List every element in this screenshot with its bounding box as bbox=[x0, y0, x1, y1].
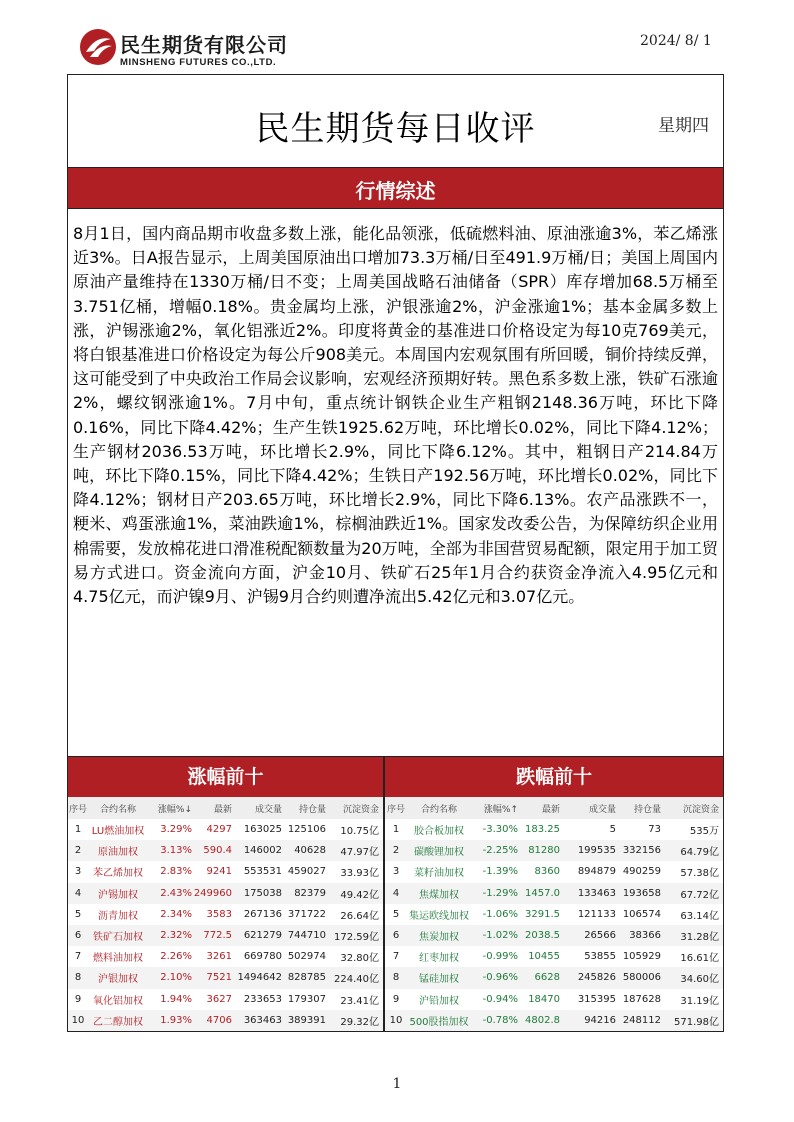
row-open-interest: 389391 bbox=[287, 1014, 326, 1026]
row-flow: 57.38亿 bbox=[680, 868, 719, 880]
row-pct: -0.99% bbox=[482, 951, 518, 963]
row-no: 3 bbox=[74, 866, 82, 878]
row-no: 6 bbox=[74, 930, 82, 942]
row-flow: 32.80亿 bbox=[340, 953, 379, 965]
row-flow: 64.79亿 bbox=[680, 847, 719, 859]
report-frame bbox=[67, 74, 724, 757]
row-name: 碳酸锂加权 bbox=[414, 847, 464, 859]
row-volume: 669780 bbox=[243, 951, 282, 963]
row-flow: 571.98亿 bbox=[674, 1016, 719, 1028]
row-open-interest: 371722 bbox=[287, 908, 326, 920]
row-pct: -1.39% bbox=[482, 866, 518, 878]
row-last: 3627 bbox=[206, 993, 232, 1005]
row-volume: 199535 bbox=[577, 845, 616, 857]
row-no: 6 bbox=[392, 930, 400, 942]
col-name: 合约名称 bbox=[420, 804, 457, 815]
company-logo bbox=[78, 27, 328, 75]
row-name: 集运欧线加权 bbox=[409, 910, 469, 922]
row-pct: -1.02% bbox=[482, 930, 518, 942]
market-summary: 8月1日，国内商品期市收盘多数上涨，能化品领涨，低硫燃料油、原油涨逾3%，苯乙烯涨近3%。日A报告显示，上周美国原油出口增加73.3万桶/日至491.9万桶/日；美国上周国内原油产量维持在1330万桶/日不变；上周美国战略石油储备（SPR）库存增加68.5万桶至3.751亿桶，增幅0.18%。贵金属均上涨，沪银涨逾2%，沪金涨逾1%；基本金属多数上涨，沪锡涨逾2%，氧化铝涨近2%。印度将黄金的基准进口价格设定为每10克769美元，将白银基准进口价格设定为每公斤908美元。本周国内宏观氛围有所回暖，铜价持续反弹，这可能受到了中央政治工作局会议影响，宏观经济预期好转。黑色系多数上涨，铁矿石涨逾2%，螺纹钢涨逾1%。7月中旬，重点统计钢铁企业生产粗钢2148.36万吨，环比下降0.16%，同比下降4.42%；生产生铁1925.62万吨，环比增长0.02%，同比下降4.12%；生产钢材2036.53万吨，环比增长2.9%，同比下降6.12%。其中，粗钢日产214.84万吨，环比下降0.15%，同比下降4.42%；生铁日产192.56万吨，环比增长0.02%，同比下降4.12%；钢材日产203.65万吨，环比增长2.9%，同比下降6.13%。农产品涨跌不一，粳米、鸡蛋涨逾1%，菜油跌逾1%，棕榈油跌近1%。国家发改委公告，为保障纺织企业用棉需要，发放棉花进口滑准税配额数量为20万吨，全部为非国营贸易配额，限定用于加工贸易方式进口。资金流向方面，沪金10月、铁矿石25年1月合约获资金净流入4.95亿元和4.75亿元，而沪镍9月、沪锡9月合约则遭净流出5.42亿元和3.07亿元。 bbox=[73, 224, 718, 607]
row-name: 沪银加权 bbox=[98, 974, 138, 986]
row-open-interest: 82379 bbox=[294, 887, 326, 899]
row-open-interest: 490259 bbox=[622, 866, 661, 878]
row-last: 249960 bbox=[193, 887, 232, 899]
row-pct: -2.25% bbox=[482, 845, 518, 857]
row-volume: 553531 bbox=[243, 866, 282, 878]
row-pct: 2.83% bbox=[160, 866, 192, 878]
row-open-interest: 332156 bbox=[622, 845, 661, 857]
table-row bbox=[68, 946, 383, 967]
row-volume: 5 bbox=[609, 824, 616, 836]
row-no: 8 bbox=[392, 972, 400, 984]
table-row bbox=[68, 904, 383, 925]
row-name: 红枣加权 bbox=[419, 953, 459, 965]
row-last: 590.4 bbox=[203, 845, 232, 857]
ranking-tables bbox=[67, 756, 724, 1032]
row-last: 3583 bbox=[206, 908, 232, 920]
row-flow: 29.32亿 bbox=[340, 1016, 379, 1028]
table-row bbox=[385, 1010, 723, 1031]
row-pct: -0.96% bbox=[482, 972, 518, 984]
section-header bbox=[68, 168, 723, 209]
row-flow: 224.40亿 bbox=[334, 974, 379, 986]
table-row bbox=[385, 967, 723, 988]
row-no: 1 bbox=[392, 824, 400, 836]
row-pct: 2.10% bbox=[160, 972, 192, 984]
row-open-interest: 73 bbox=[648, 824, 661, 836]
col-open-interest: 持仓量 bbox=[298, 804, 326, 815]
col-last: 最新 bbox=[213, 804, 232, 815]
row-name: 燃料油加权 bbox=[93, 953, 143, 965]
row-open-interest: 40628 bbox=[294, 845, 326, 857]
row-flow: 16.61亿 bbox=[680, 953, 719, 965]
table-row bbox=[68, 883, 383, 904]
row-last: 4297 bbox=[206, 824, 232, 836]
row-open-interest: 105929 bbox=[622, 951, 661, 963]
gainers-title: 涨幅前十 bbox=[68, 757, 383, 797]
row-volume: 53855 bbox=[584, 951, 616, 963]
row-pct: 2.26% bbox=[160, 951, 192, 963]
row-name: 铁矿石加权 bbox=[93, 932, 143, 944]
row-volume: 621279 bbox=[243, 930, 282, 942]
row-no: 9 bbox=[392, 993, 400, 1005]
row-open-interest: 179307 bbox=[287, 993, 326, 1005]
row-pct: -0.78% bbox=[482, 1014, 518, 1026]
losers-title: 跌幅前十 bbox=[385, 757, 723, 797]
row-no: 4 bbox=[74, 887, 82, 899]
row-volume: 267136 bbox=[243, 908, 282, 920]
report-date: 2024/ 8/ 1 bbox=[640, 33, 712, 49]
row-open-interest: 248112 bbox=[622, 1014, 661, 1026]
row-no: 10 bbox=[389, 1014, 403, 1026]
row-pct: 3.13% bbox=[160, 845, 192, 857]
table-row bbox=[68, 1010, 383, 1031]
row-pct: -1.06% bbox=[482, 908, 518, 920]
table-row bbox=[385, 904, 723, 925]
col-flow: 沉淀资金 bbox=[342, 804, 379, 815]
losers-body bbox=[385, 819, 723, 1031]
col-last: 最新 bbox=[541, 804, 560, 815]
company-name-en: MINSHENG FUTURES CO.,LTD. bbox=[120, 57, 277, 68]
row-open-interest: 106574 bbox=[622, 908, 661, 920]
row-no: 4 bbox=[392, 887, 400, 899]
losers-column-header bbox=[385, 797, 723, 819]
weekday: 星期四 bbox=[658, 116, 709, 136]
table-row bbox=[68, 861, 383, 882]
table-row bbox=[385, 840, 723, 861]
row-no: 3 bbox=[392, 866, 400, 878]
row-open-interest: 38366 bbox=[629, 930, 661, 942]
table-row bbox=[68, 989, 383, 1010]
row-open-interest: 125106 bbox=[287, 824, 326, 836]
row-name: 苯乙烯加权 bbox=[93, 868, 143, 880]
row-last: 3291.5 bbox=[525, 908, 560, 920]
row-last: 4706 bbox=[206, 1014, 232, 1026]
row-flow: 49.42亿 bbox=[340, 889, 379, 901]
row-pct: 1.93% bbox=[160, 1014, 192, 1026]
row-no: 7 bbox=[392, 951, 400, 963]
row-flow: 23.41亿 bbox=[340, 995, 379, 1007]
row-name: 原油加权 bbox=[98, 847, 138, 859]
col-volume: 成交量 bbox=[588, 804, 616, 815]
row-flow: 31.28亿 bbox=[680, 932, 719, 944]
row-last: 183.25 bbox=[525, 824, 560, 836]
table-row bbox=[68, 840, 383, 861]
row-open-interest: 580006 bbox=[622, 972, 661, 984]
row-volume: 1494642 bbox=[237, 972, 282, 984]
table-row bbox=[385, 946, 723, 967]
row-name: 胶合板加权 bbox=[414, 826, 464, 838]
row-open-interest: 459027 bbox=[287, 866, 326, 878]
row-no: 8 bbox=[74, 972, 82, 984]
row-name: 沪锡加权 bbox=[98, 889, 138, 901]
row-last: 1457.0 bbox=[525, 887, 560, 899]
table-row bbox=[385, 819, 723, 840]
title-row bbox=[68, 75, 723, 168]
row-volume: 245826 bbox=[577, 972, 616, 984]
row-volume: 315395 bbox=[577, 993, 616, 1005]
gainers-body bbox=[68, 819, 383, 1031]
row-pct: 2.43% bbox=[160, 887, 192, 899]
row-last: 3261 bbox=[206, 951, 232, 963]
row-open-interest: 502974 bbox=[287, 951, 326, 963]
row-volume: 233653 bbox=[243, 993, 282, 1005]
row-name: 氧化铝加权 bbox=[93, 995, 143, 1007]
row-name: 锰硅加权 bbox=[419, 974, 459, 986]
table-row bbox=[385, 989, 723, 1010]
col-name: 合约名称 bbox=[99, 804, 136, 815]
gainers-column-header bbox=[68, 797, 383, 819]
row-pct: 2.34% bbox=[160, 908, 192, 920]
row-pct: 1.94% bbox=[160, 993, 192, 1005]
row-open-interest: 193658 bbox=[622, 887, 661, 899]
row-volume: 175038 bbox=[243, 887, 282, 899]
col-flow: 沉淀资金 bbox=[682, 804, 719, 815]
row-volume: 163025 bbox=[243, 824, 282, 836]
row-pct: 3.29% bbox=[160, 824, 192, 836]
row-no: 9 bbox=[74, 993, 82, 1005]
table-row bbox=[68, 967, 383, 988]
row-pct: 2.32% bbox=[160, 930, 192, 942]
row-name: 沪铅加权 bbox=[419, 995, 459, 1007]
table-row bbox=[385, 883, 723, 904]
row-no: 5 bbox=[392, 908, 400, 920]
row-name: 500股指加权 bbox=[409, 1016, 469, 1028]
row-no: 5 bbox=[74, 908, 82, 920]
row-flow: 10.75亿 bbox=[340, 826, 379, 838]
gainers-table bbox=[68, 757, 383, 1031]
row-flow: 33.93亿 bbox=[340, 868, 379, 880]
row-open-interest: 744710 bbox=[287, 930, 326, 942]
company-name-cn: 民生期货有限公司 bbox=[120, 33, 288, 57]
row-flow: 67.72亿 bbox=[680, 889, 719, 901]
row-open-interest: 187628 bbox=[622, 993, 661, 1005]
minsheng-logo-icon bbox=[78, 27, 118, 67]
row-volume: 363463 bbox=[243, 1014, 282, 1026]
col-pct[interactable]: 涨幅%↑ bbox=[483, 804, 518, 815]
row-last: 772.5 bbox=[203, 930, 232, 942]
row-volume: 133463 bbox=[577, 887, 616, 899]
row-last: 2038.5 bbox=[525, 930, 560, 942]
losers-table bbox=[385, 757, 723, 1031]
col-pct[interactable]: 涨幅%↓ bbox=[157, 804, 192, 815]
row-flow: 63.14亿 bbox=[680, 910, 719, 922]
row-name: 焦炭加权 bbox=[419, 932, 459, 944]
row-name: 焦煤加权 bbox=[419, 889, 459, 901]
row-flow: 47.97亿 bbox=[340, 847, 379, 859]
table-row bbox=[68, 819, 383, 840]
row-flow: 535万 bbox=[689, 826, 719, 838]
row-last: 8360 bbox=[534, 866, 560, 878]
row-last: 4802.8 bbox=[525, 1014, 560, 1026]
row-no: 2 bbox=[392, 845, 400, 857]
row-volume: 894879 bbox=[577, 866, 616, 878]
row-last: 9241 bbox=[206, 866, 232, 878]
row-volume: 121133 bbox=[577, 908, 616, 920]
col-no: 序号 bbox=[386, 804, 405, 815]
row-no: 1 bbox=[74, 824, 82, 836]
row-volume: 146002 bbox=[243, 845, 282, 857]
section-title: 行情综述 bbox=[355, 179, 436, 203]
col-volume: 成交量 bbox=[254, 804, 282, 815]
col-open-interest: 持仓量 bbox=[633, 804, 661, 815]
row-pct: -0.94% bbox=[482, 993, 518, 1005]
row-no: 10 bbox=[71, 1014, 85, 1026]
row-open-interest: 828785 bbox=[287, 972, 326, 984]
row-no: 7 bbox=[74, 951, 82, 963]
row-name: LU燃油加权 bbox=[91, 826, 145, 838]
row-last: 7521 bbox=[206, 972, 232, 984]
row-flow: 34.60亿 bbox=[680, 974, 719, 986]
table-row bbox=[385, 925, 723, 946]
row-no: 2 bbox=[74, 845, 82, 857]
page-title: 民生期货每日收评 bbox=[255, 109, 536, 149]
row-last: 18470 bbox=[528, 993, 560, 1005]
row-pct: -1.29% bbox=[482, 887, 518, 899]
row-name: 菜籽油加权 bbox=[414, 868, 464, 880]
table-row bbox=[68, 925, 383, 946]
row-volume: 94216 bbox=[584, 1014, 616, 1026]
row-flow: 172.59亿 bbox=[334, 932, 379, 944]
row-name: 乙二醇加权 bbox=[93, 1016, 143, 1028]
row-pct: -3.30% bbox=[482, 824, 518, 836]
row-flow: 31.19亿 bbox=[680, 995, 719, 1007]
table-row bbox=[385, 861, 723, 882]
row-flow: 26.64亿 bbox=[340, 910, 379, 922]
row-last: 6628 bbox=[534, 972, 560, 984]
row-name: 沥青加权 bbox=[98, 910, 138, 922]
row-last: 81280 bbox=[528, 845, 560, 857]
page-number: 1 bbox=[392, 1076, 402, 1092]
row-volume: 26566 bbox=[584, 930, 616, 942]
col-no: 序号 bbox=[68, 804, 87, 815]
row-last: 10455 bbox=[528, 951, 560, 963]
